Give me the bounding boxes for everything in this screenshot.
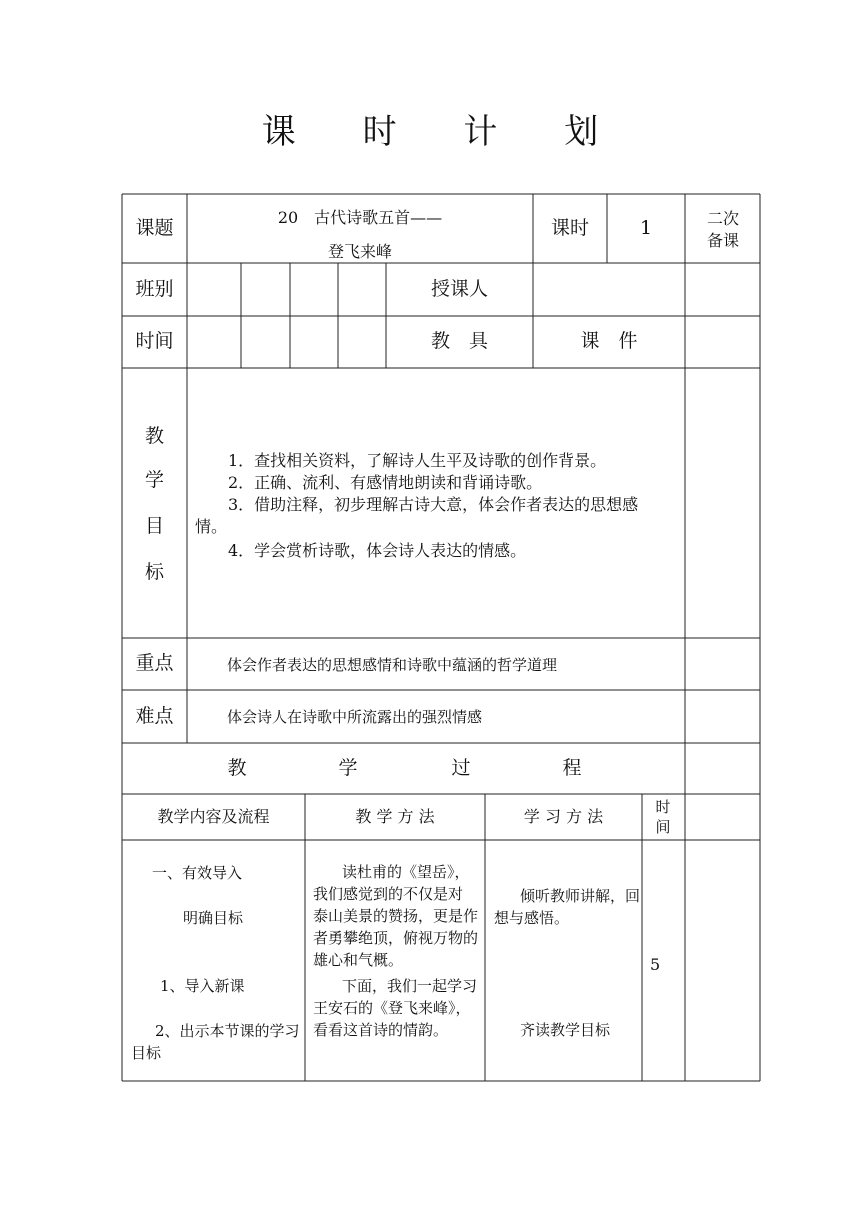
period-label: 课时 [550,217,589,239]
column-content-header: 教学内容及流程 [157,807,270,826]
method-line-2: 我们感觉到的不仅是对 [313,885,464,903]
learning-line-1: 倾听教师讲解，回 [520,887,641,905]
learning-line-2: 想与感悟。 [494,909,570,927]
content-line-2: 明确目标 [183,909,244,927]
objective-item-2: 2．正确、流利、有感情地朗读和背诵诗歌。 [228,473,543,492]
difficulty-label: 难点 [135,705,174,727]
topic-line-1: 20 古代诗歌五首—— [277,208,443,227]
method-line-1: 读杜甫的《望岳》， [342,863,470,881]
column-learning-header: 学 习 方 法 [523,807,604,826]
process-heading-4: 程 [562,757,582,779]
method-line-5: 雄心和气概。 [313,951,404,969]
method-line-6: 下面，我们一起学习 [342,977,478,995]
content-line-4: 2、出示本节课的学习 [155,1022,300,1040]
column-time-header: 时间 [655,798,671,836]
method-line-7: 王安石的《登飞来峰》， [313,999,471,1017]
tools-value: 课 件 [580,330,638,352]
tools-label: 教 具 [430,330,488,352]
period-value: 1 [639,217,653,239]
objective-item-1: 1．查找相关资料，了解诗人生平及诗歌的创作背景。 [228,451,607,470]
objective-item-3: 3．借助注释，初步理解古诗大意，体会作者表达的思想感 [228,495,639,514]
process-heading-3: 过 [451,757,471,779]
objectives-label-1: 教 [144,425,164,447]
objectives-label-4: 标 [144,561,164,583]
method-line-8: 看看这首诗的情韵。 [313,1021,449,1039]
page-title: 课 时 计 划 [261,112,627,152]
objective-item-4: 4．学会赏析诗歌，体会诗人表达的情感。 [228,541,527,560]
teacher-label: 授课人 [430,278,488,300]
learning-line-3: 齐读教学目标 [520,1021,611,1039]
content-line-1: 一、有效导入 [152,864,243,882]
column-method-header: 教 学 方 法 [355,807,435,826]
objectives-label-2: 学 [144,469,164,491]
class-label: 班别 [135,278,174,300]
topic-line-2: 登飞来峰 [327,242,392,261]
time-value: 5 [650,955,661,974]
key-point-label: 重点 [135,652,174,674]
content-line-5: 目标 [131,1044,162,1062]
topic-label: 课题 [135,217,174,239]
objectives-label-3: 目 [144,515,164,537]
process-heading-2: 学 [338,757,358,779]
difficulty-text: 体会诗人在诗歌中所流露出的强烈情感 [227,708,483,726]
process-heading-1: 教 [227,757,247,779]
method-line-4: 者勇攀绝顶，俯视万物的 [313,929,479,947]
time-label: 时间 [135,330,174,352]
objective-item-3-cont: 情。 [195,517,228,536]
key-point-text: 体会作者表达的思想感情和诗歌中蕴涵的哲学道理 [227,656,558,674]
method-line-3: 泰山美景的赞扬，更是作 [313,907,479,925]
content-line-3: 1、导入新课 [160,977,245,995]
second-prep-label: 二次备课 [706,209,739,250]
